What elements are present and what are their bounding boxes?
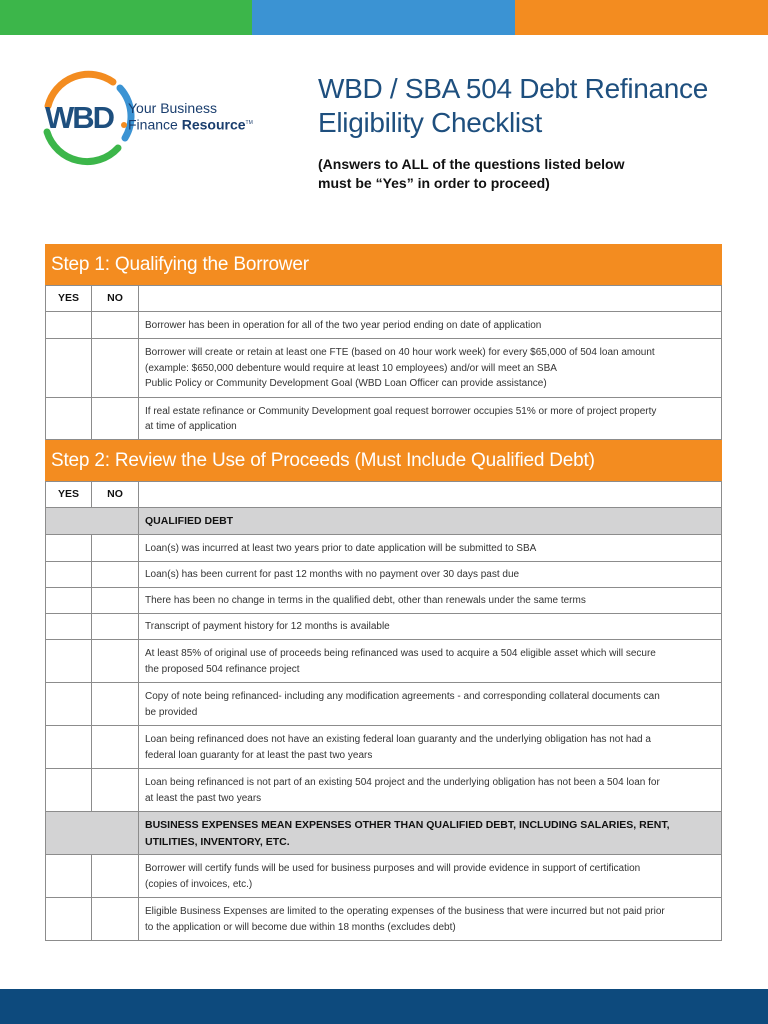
text-line: If real estate refinance or Community Development goal request borrower occupies 51% or more of project property (145, 405, 657, 417)
top-bar-green (0, 0, 252, 35)
text-line: Public Policy or Community Development Goal (WBD Loan Officer can provide assistance) (145, 378, 547, 390)
text-line: (copies of invoices, etc.) (145, 878, 253, 890)
no-checkbox-cell[interactable] (92, 614, 139, 640)
checklist-row (46, 535, 722, 562)
criterion-text (139, 312, 722, 339)
criterion-text (139, 855, 722, 898)
yes-checkbox-cell[interactable] (46, 898, 92, 941)
text-line: There has been no change in terms in the qualified debt, other than renewals under the same terms (145, 595, 586, 607)
yes-checkbox-cell[interactable] (46, 312, 92, 339)
criterion-text (139, 683, 722, 726)
yes-checkbox-cell[interactable] (46, 535, 92, 562)
tagline-resource: Resource (181, 116, 246, 133)
yes-checkbox-cell[interactable] (46, 640, 92, 683)
checklist-row (46, 588, 722, 614)
criterion-text (139, 398, 722, 440)
yes-checkbox-cell[interactable] (46, 769, 92, 812)
top-color-bar (0, 0, 768, 35)
criterion-text (139, 614, 722, 640)
section-header-row (46, 508, 722, 535)
text-line: (example: $650,000 debenture would require at least 10 employees) and/or will meet an SBA (145, 362, 557, 374)
top-bar-orange (515, 0, 768, 35)
text-line: the proposed 504 refinance project (145, 663, 300, 675)
step-2-checklist-table (45, 481, 722, 941)
criterion-text (139, 562, 722, 588)
text-line: be provided (145, 706, 198, 718)
yes-checkbox-cell[interactable] (46, 683, 92, 726)
checklist-row (46, 769, 722, 812)
criterion-text (139, 640, 722, 683)
logo-dot (121, 122, 127, 128)
no-checkbox-cell[interactable] (92, 726, 139, 769)
text-line: UTILITIES, INVENTORY, ETC. (145, 835, 290, 848)
no-checkbox-cell[interactable] (92, 640, 139, 683)
table-header-row (46, 286, 722, 312)
yes-checkbox-cell[interactable] (46, 398, 92, 440)
text-line: Loan(s) was incurred at least two years prior to date application will be submitted to SBA (145, 542, 537, 554)
no-checkbox-cell[interactable] (92, 855, 139, 898)
checklist-row (46, 640, 722, 683)
yes-column-header: YES (46, 482, 92, 508)
text-line: Loan being refinanced is not part of an existing 504 project and the underlying obligation has not been a 504 loan for (145, 777, 660, 788)
yes-checkbox-cell[interactable] (46, 339, 92, 398)
text-line: At least 85% of original use of proceeds being refinanced was used to acquire a 504 eligible asset which will secure (145, 648, 656, 659)
criteria-column-header (139, 286, 722, 312)
checklist-row (46, 562, 722, 588)
document-title (318, 72, 708, 140)
no-checkbox-cell[interactable] (92, 535, 139, 562)
no-checkbox-cell[interactable] (92, 588, 139, 614)
no-checkbox-cell[interactable] (92, 683, 139, 726)
text-line: Loan being refinanced does not have an existing federal loan guaranty and the underlying obligation has not had a (145, 734, 651, 745)
instructions-note (318, 155, 624, 193)
text-line: Borrower will certify funds will be used for business purposes and will provide evidence in support of certification (145, 863, 641, 874)
text-line: Copy of note being refinanced- including any modification agreements - and corresponding collateral documents can (145, 691, 660, 702)
section-header-row (46, 812, 722, 855)
criterion-text (139, 898, 722, 941)
text-line: federal loan guaranty for at least the past two years (145, 749, 373, 761)
tagline-business: Business (160, 100, 217, 116)
criterion-text (139, 535, 722, 562)
no-checkbox-cell[interactable] (92, 339, 139, 398)
section-header-spacer (46, 508, 139, 535)
yes-checkbox-cell[interactable] (46, 726, 92, 769)
document-title-line-1: WBD / SBA 504 Debt Refinance (318, 73, 709, 104)
text-line: at time of application (145, 421, 237, 432)
tagline-your: Your (128, 100, 161, 116)
logo-ring-green (47, 132, 118, 162)
no-checkbox-cell[interactable] (92, 312, 139, 339)
step-2-heading: Step 2: Review the Use of Proceeds (Must Include Qualified Debt) (45, 440, 722, 481)
yes-checkbox-cell[interactable] (46, 588, 92, 614)
instructions-note-line-1: (Answers to ALL of the questions listed below (318, 156, 625, 172)
text-line: Borrower has been in operation for all of the two year period ending on date of application (145, 319, 542, 331)
criterion-text (139, 588, 722, 614)
checklist-row (46, 614, 722, 640)
checklist-row (46, 855, 722, 898)
document-title-line-2: Eligibility Checklist (318, 107, 542, 138)
yes-checkbox-cell[interactable] (46, 855, 92, 898)
no-checkbox-cell[interactable] (92, 769, 139, 812)
checklist-row (46, 398, 722, 440)
criterion-text (139, 339, 722, 398)
tagline-finance: Finance (128, 116, 182, 133)
step-1-checklist-table (45, 285, 722, 440)
criterion-text (139, 726, 722, 769)
checklist-row (46, 312, 722, 339)
section-header-text (139, 812, 722, 855)
criterion-text (139, 769, 722, 812)
no-checkbox-cell[interactable] (92, 562, 139, 588)
text-line: Borrower will create or retain at least one FTE (based on 40 hour work week) for every $65,000 of 504 loan amount (145, 347, 655, 359)
logo-letters: WBD (45, 100, 114, 135)
section-header-text (139, 508, 722, 535)
checklist-row (46, 898, 722, 941)
section-header-spacer (46, 812, 139, 855)
text-line: to the application or will become due within 18 months (excludes debt) (145, 921, 456, 933)
bottom-color-bar (0, 989, 768, 1024)
trademark: TM (245, 120, 253, 126)
step-1-heading: Step 1: Qualifying the Borrower (45, 244, 722, 285)
text-line: Transcript of payment history for 12 months is available (145, 621, 390, 633)
checklist-row (46, 726, 722, 769)
text-line: QUALIFIED DEBT (145, 515, 234, 527)
logo-tagline (128, 101, 253, 133)
top-bar-blue (252, 0, 515, 35)
instructions-note-line-2: must be “Yes” in order to proceed) (318, 175, 550, 191)
table-header-row (46, 482, 722, 508)
checklist-row (46, 339, 722, 398)
no-column-header: NO (92, 286, 139, 312)
checklist-row (46, 683, 722, 726)
criteria-column-header (139, 482, 722, 508)
text-line: Loan(s) has been current for past 12 months with no payment over 30 days past due (145, 569, 520, 581)
text-line: BUSINESS EXPENSES MEAN EXPENSES OTHER THAN QUALIFIED DEBT, INCLUDING SALARIES, RENT, (145, 818, 670, 831)
no-checkbox-cell[interactable] (92, 398, 139, 440)
no-column-header: NO (92, 482, 139, 508)
yes-checkbox-cell[interactable] (46, 562, 92, 588)
text-line: Eligible Business Expenses are limited to the operating expenses of the business that were incurred but not paid prior (145, 906, 665, 917)
text-line: at least the past two years (145, 792, 262, 804)
yes-checkbox-cell[interactable] (46, 614, 92, 640)
yes-column-header: YES (46, 286, 92, 312)
no-checkbox-cell[interactable] (92, 898, 139, 941)
